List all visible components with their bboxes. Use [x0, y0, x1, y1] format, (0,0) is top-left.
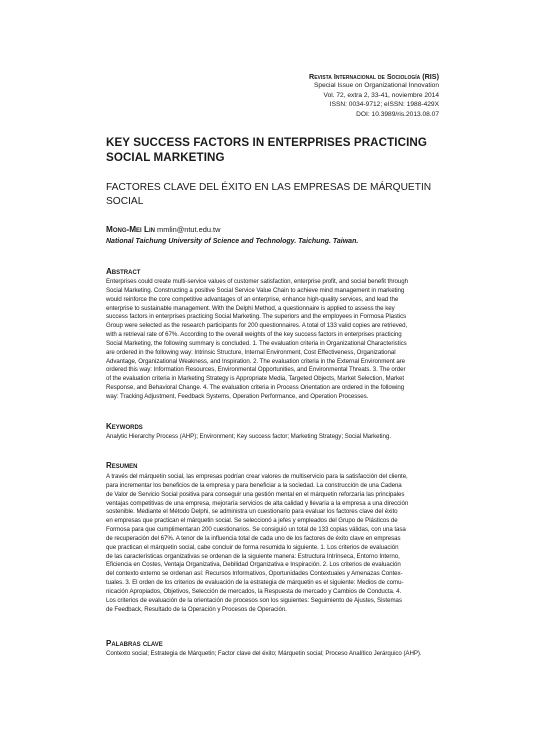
text-line: sostenible. Mediante el Método Delphi, se administra un cuestionario para evaluar los factores clave del éxito: [106, 508, 398, 516]
text-line: que practican el márquetin social, cabe concluir de forma resumida lo siguiente. 1. Los criterios de evaluación: [106, 543, 399, 551]
abstract-heading: Abstract: [106, 267, 141, 276]
text-line: Enterprises could create multi-service values of customer satisfaction, enterprise profit, and social benefit through: [106, 278, 409, 285]
author-line: [106, 224, 440, 235]
paper-title-english: KEY SUCCESS FACTORS IN ENTERPRISES PRACTICING SOCIAL MARKETING: [106, 136, 428, 164]
text-line: para incrementar los beneficios de la empresa y para beneficiar a la sociedad. La construcción de una Cadena: [106, 481, 402, 489]
text-line: Advantage, Organizational Weakness, and Inspiration. 2. The evaluation criteria in the External Environment are: [106, 357, 406, 365]
text-line: enterprise to sustainable management. With the Delphi Method, a questionnaire is applied to assess the key: [106, 304, 395, 312]
text-line: de Valor de Servicio Social positiva para conseguir una gestión mental en el márquetin reforzaría las principales: [106, 490, 405, 498]
journal-issue-title: Special Issue on Organizational Innovation: [314, 82, 439, 90]
text-line: Social Marketing, the following summary is concluded. 1. The evaluation criteria in Organizational Characteristics: [106, 339, 407, 347]
text-line: Formosa para que cumplimentaran 200 cuestionarios. Se consiguió un total de 133 copias válidas, con una tasa: [106, 526, 406, 534]
text-line: ordered this way: Information Resources, Environmental Opportunities, and Environmental Threats. 3. The order: [106, 366, 406, 374]
text-line: nicación Apropiados, Objetivos, Selección de mercados, la Respuesta de mercado y Cambios de Conducta. 4.: [106, 587, 402, 595]
author-email[interactable]: mmlin@ntut.edu.tw: [157, 225, 221, 234]
abstract-body: [106, 278, 440, 402]
text-line: ventajas competitivas de una empresa, mejoraría servicios de alta calidad y llevaría a la empresa a una dirección: [106, 499, 409, 507]
text-line: are ordered in the following way: Intrinsic Structure, Internal Environment, Cost Effectiveness, Organizational: [106, 348, 396, 356]
palabras-clave-text: Contexto social; Estrategia de Márquetin; Factor clave del éxito; Márquetin social; Proceso Analítico Jerárquico (AHP).: [106, 650, 422, 657]
keywords-heading: Keywords: [106, 422, 143, 431]
author-name: Mong-Mei Lin: [106, 225, 155, 234]
text-line: tuales. 3. El orden de los criterios de evaluación de la estrategia de márquetin es el siguiente: Medios de comu-: [106, 579, 404, 587]
paper-title-spanish: FACTORES CLAVE DEL ÉXITO EN LAS EMPRESAS DE MÁRQUETIN SOCIAL: [106, 182, 432, 207]
journal-doi: DOI: 10.3989/ris.2013.08.07: [356, 110, 439, 118]
journal-name: Revista Internacional de Sociología (RIS): [309, 72, 439, 81]
text-line: de recuperación del 67%. A tenor de la influencia total de cada uno de los factores de éxito clave en empresas: [106, 534, 401, 542]
text-line: de las características organizativas se ordenan de la siguiente manera: Estructura Intrínseca, Entorno Interno,: [106, 552, 400, 560]
text-line: A través del márquetin social, las empresas podrían crear valores de multiservicio para la satisfacción del cliente,: [106, 473, 408, 480]
text-line: de Feedback, Resultado de la Operación y Procesos de Operación.: [106, 605, 287, 613]
text-line: Eficiencia en Costes, Ventaja Organizativa, Debilidad Organizativa e Inspiración. 2. Los criterios de evaluación: [106, 561, 401, 569]
text-line: del contexto externo se ordenan así: Recursos Informativos, Oportunidades Contextuales y Amenazas Contex-: [106, 570, 403, 578]
text-line: success factors in enterprises practicing Social Marketing. The superiors and the employees in Formosa Plastics: [106, 313, 407, 321]
keywords-text: Analytic Hierarchy Process (AHP); Environment; Key success factor; Marketing Strategy; Social Marketing.: [106, 433, 391, 440]
text-line: Group were selected as the research participants for 200 questionnaires. A total of 133 valid copies are retrieved,: [106, 322, 408, 330]
text-line: Social Marketing. Constructing a positive Social Service Value Chain to achieve mind management in marketing: [106, 286, 405, 294]
text-line: Los criterios de evaluación de la orientación de procesos son los siguientes: Seguimiento de Ajustes, Sistemas: [106, 596, 402, 604]
resumen-body: [106, 473, 440, 615]
journal-header: [199, 72, 439, 119]
text-line: would reinforce the core competitive advantages of an enterprise, enhance high-quality services, and lead the: [106, 295, 399, 303]
resumen-heading: Resumen: [106, 461, 138, 470]
text-line: way: Tracking Adjustment, Feedback Systems, Operation Performance, and Operation Processes.: [106, 392, 369, 400]
author-affiliation: National Taichung University of Science and Technology. Taichung. Taiwan.: [106, 238, 359, 245]
text-line: en empresas que practican el márquetin social. Se seleccionó a jefes y empleados del Grupo de Plásticos de: [106, 517, 398, 525]
journal-volume: Vol. 72, extra 2, 33-41, noviembre 2014: [323, 91, 439, 99]
text-line: Response, and Behavioral Change. 4. The evaluation criteria in Process Orientation are ordered in the following: [106, 384, 405, 392]
text-line: with a retrieval rate of 67%. According to the overall weights of the key success factors in enterprises practicing: [106, 331, 402, 339]
text-line: of the evaluation criteria in Marketing Strategy is Appropriate Media, Targeted Objects, Market Selection, Market: [106, 375, 405, 383]
journal-issn: ISSN: 0034-9712; eISSN: 1988-429X: [329, 101, 439, 109]
palabras-clave-heading: Palabras clave: [106, 639, 163, 648]
